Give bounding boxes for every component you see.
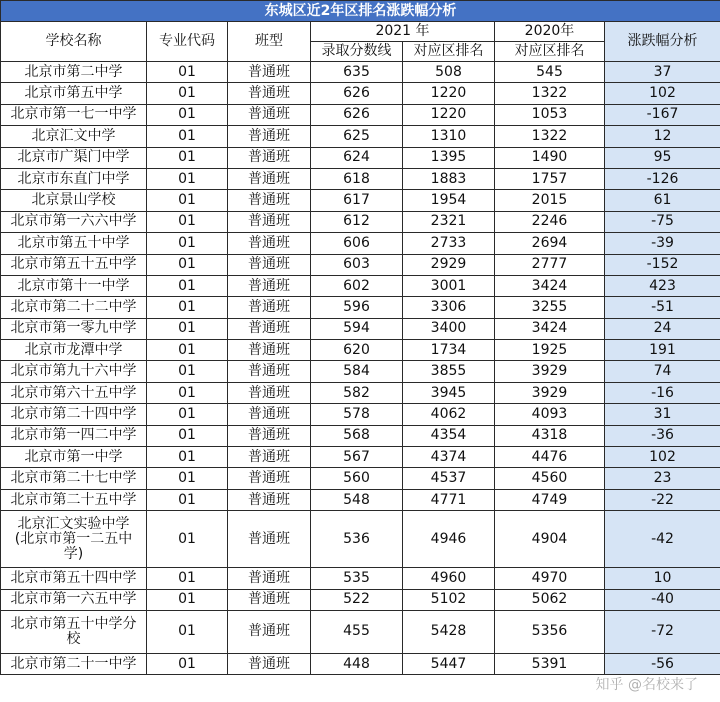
rank-2020: 1322: [495, 83, 605, 104]
class-type: 普通班: [228, 147, 311, 168]
school-name: 北京市第一四二中学: [1, 425, 147, 446]
major-code: 01: [147, 361, 228, 382]
school-name: 北京市第二十五中学: [1, 489, 147, 510]
change-value: -42: [605, 511, 720, 568]
school-name: 北京市第一零九中学: [1, 318, 147, 339]
score-2021: 626: [311, 104, 403, 125]
class-type: 普通班: [228, 425, 311, 446]
major-code: 01: [147, 468, 228, 489]
score-2021: 455: [311, 610, 403, 653]
rank-2020: 2777: [495, 254, 605, 275]
score-2021: 625: [311, 126, 403, 147]
change-value: 23: [605, 468, 720, 489]
change-value: -36: [605, 425, 720, 446]
school-name: 北京市第六十五中学: [1, 382, 147, 403]
rank-2021: 5447: [403, 653, 495, 674]
change-value: 191: [605, 340, 720, 361]
table-row: [1, 126, 720, 147]
school-name: 北京市第五十中学: [1, 233, 147, 254]
class-type: 普通班: [228, 361, 311, 382]
class-type: 普通班: [228, 489, 311, 510]
rank-2020: 2015: [495, 190, 605, 211]
class-type: 普通班: [228, 610, 311, 653]
change-value: 31: [605, 404, 720, 425]
class-type: 普通班: [228, 404, 311, 425]
table-row: [1, 233, 720, 254]
score-2021: 548: [311, 489, 403, 510]
rank-2020: 4318: [495, 425, 605, 446]
header-rank-2020: 对应区排名: [495, 42, 605, 62]
class-type: 普通班: [228, 382, 311, 403]
table-row: [1, 511, 720, 568]
table-row: [1, 147, 720, 168]
header-school: 学校名称: [1, 22, 147, 62]
class-type: 普通班: [228, 233, 311, 254]
class-type: 普通班: [228, 468, 311, 489]
table-row: [1, 404, 720, 425]
major-code: 01: [147, 126, 228, 147]
score-2021: 620: [311, 340, 403, 361]
header-class-type: 班型: [228, 22, 311, 62]
table-row: [1, 610, 720, 653]
score-2021: 560: [311, 468, 403, 489]
class-type: 普通班: [228, 104, 311, 125]
score-2021: 603: [311, 254, 403, 275]
table-row: [1, 382, 720, 403]
major-code: 01: [147, 489, 228, 510]
school-name: 北京汇文中学: [1, 126, 147, 147]
rank-2021: 5102: [403, 589, 495, 610]
rank-2020: 1490: [495, 147, 605, 168]
rank-2020: 5062: [495, 589, 605, 610]
rank-2020: 4093: [495, 404, 605, 425]
major-code: 01: [147, 318, 228, 339]
change-value: 95: [605, 147, 720, 168]
school-name: 北京市第一六六中学: [1, 211, 147, 232]
rank-2020: 1053: [495, 104, 605, 125]
rank-2020: 4560: [495, 468, 605, 489]
rank-2021: 1395: [403, 147, 495, 168]
school-name: 北京市第一七一中学: [1, 104, 147, 125]
change-value: -72: [605, 610, 720, 653]
major-code: 01: [147, 653, 228, 674]
change-value: 37: [605, 62, 720, 83]
header-code: 专业代码: [147, 22, 228, 62]
score-2021: 578: [311, 404, 403, 425]
major-code: 01: [147, 62, 228, 83]
rank-2021: 5428: [403, 610, 495, 653]
rank-2021: 4771: [403, 489, 495, 510]
class-type: 普通班: [228, 168, 311, 189]
rank-2021: 4946: [403, 511, 495, 568]
score-2021: 536: [311, 511, 403, 568]
class-type: 普通班: [228, 447, 311, 468]
rank-2021: 4062: [403, 404, 495, 425]
rank-2020: 3255: [495, 297, 605, 318]
score-2021: 602: [311, 275, 403, 296]
watermark: 知乎 @名校来了: [595, 677, 698, 693]
class-type: 普通班: [228, 126, 311, 147]
header-rank-2021: 对应区排名: [403, 42, 495, 62]
change-value: -39: [605, 233, 720, 254]
rank-2021: 1220: [403, 83, 495, 104]
rank-2021: 4537: [403, 468, 495, 489]
change-value: -56: [605, 653, 720, 674]
change-value: -51: [605, 297, 720, 318]
table-row: [1, 361, 720, 382]
rank-2021: 508: [403, 62, 495, 83]
score-2021: 568: [311, 425, 403, 446]
rank-2021: 1734: [403, 340, 495, 361]
score-2021: 522: [311, 589, 403, 610]
table-row: [1, 468, 720, 489]
header-change: 涨跌幅分析: [605, 22, 720, 62]
table-row: [1, 340, 720, 361]
rank-2020: 4749: [495, 489, 605, 510]
score-2021: 596: [311, 297, 403, 318]
table-row: [1, 489, 720, 510]
table-row: [1, 104, 720, 125]
school-name: 北京市第五十五中学: [1, 254, 147, 275]
rank-2021: 3001: [403, 275, 495, 296]
rank-2021: 4354: [403, 425, 495, 446]
header-score-2021: 录取分数线: [311, 42, 403, 62]
major-code: 01: [147, 382, 228, 403]
score-2021: 612: [311, 211, 403, 232]
school-name: 北京市第五十中学分 校: [1, 610, 147, 653]
rank-2020: 2694: [495, 233, 605, 254]
table-row: [1, 425, 720, 446]
table-row: [1, 190, 720, 211]
change-value: -75: [605, 211, 720, 232]
change-value: -126: [605, 168, 720, 189]
class-type: 普通班: [228, 653, 311, 674]
table-title: 东城区近2年区排名涨跌幅分析: [1, 1, 720, 22]
table-row: [1, 589, 720, 610]
major-code: 01: [147, 254, 228, 275]
change-value: 24: [605, 318, 720, 339]
rank-2021: 4374: [403, 447, 495, 468]
school-name: 北京市第二十二中学: [1, 297, 147, 318]
school-name: 北京市龙潭中学: [1, 340, 147, 361]
table-body: [1, 62, 720, 511]
school-name: 北京市广渠门中学: [1, 147, 147, 168]
major-code: 01: [147, 168, 228, 189]
table-row: [1, 447, 720, 468]
table-row: [1, 211, 720, 232]
school-name: 北京汇文实验中学 (北京市第一二五中 学): [1, 511, 147, 568]
change-value: -16: [605, 382, 720, 403]
rank-2021: 1883: [403, 168, 495, 189]
major-code: 01: [147, 297, 228, 318]
class-type: 普通班: [228, 62, 311, 83]
table-row: [1, 254, 720, 275]
rank-2020: 1757: [495, 168, 605, 189]
class-type: 普通班: [228, 318, 311, 339]
rank-2020: 2246: [495, 211, 605, 232]
rank-2020: 5391: [495, 653, 605, 674]
score-2021: 606: [311, 233, 403, 254]
header-2020: 2020年: [495, 22, 605, 42]
rank-2021: 1220: [403, 104, 495, 125]
rank-2020: 3424: [495, 318, 605, 339]
change-value: -40: [605, 589, 720, 610]
school-name: 北京市第一六五中学: [1, 589, 147, 610]
rank-2021: 3855: [403, 361, 495, 382]
header-2021: 2021 年: [311, 22, 495, 42]
rank-2021: 1310: [403, 126, 495, 147]
change-value: 10: [605, 568, 720, 589]
rank-2020: 5356: [495, 610, 605, 653]
class-type: 普通班: [228, 511, 311, 568]
school-name: 北京市第十一中学: [1, 275, 147, 296]
school-name: 北京市第九十六中学: [1, 361, 147, 382]
change-value: -167: [605, 104, 720, 125]
class-type: 普通班: [228, 589, 311, 610]
rank-2021: 3306: [403, 297, 495, 318]
school-name: 北京景山学校: [1, 190, 147, 211]
score-2021: 626: [311, 83, 403, 104]
rank-2020: 1322: [495, 126, 605, 147]
school-name: 北京市第二十七中学: [1, 468, 147, 489]
major-code: 01: [147, 190, 228, 211]
rank-2021: 3400: [403, 318, 495, 339]
score-2021: 618: [311, 168, 403, 189]
rank-2021: 2929: [403, 254, 495, 275]
major-code: 01: [147, 233, 228, 254]
major-code: 01: [147, 447, 228, 468]
major-code: 01: [147, 425, 228, 446]
table-row: [1, 168, 720, 189]
score-2021: 635: [311, 62, 403, 83]
table-row: [1, 275, 720, 296]
school-name: 北京市第五十四中学: [1, 568, 147, 589]
rank-2021: 3945: [403, 382, 495, 403]
rank-2021: 2321: [403, 211, 495, 232]
score-2021: 448: [311, 653, 403, 674]
table-row: [1, 653, 720, 674]
table-row: [1, 62, 720, 83]
table-row: [1, 297, 720, 318]
change-value: 102: [605, 447, 720, 468]
school-name: 北京市第一中学: [1, 447, 147, 468]
change-value: 74: [605, 361, 720, 382]
class-type: 普通班: [228, 340, 311, 361]
score-2021: 594: [311, 318, 403, 339]
change-value: -152: [605, 254, 720, 275]
rank-2020: 545: [495, 62, 605, 83]
rank-2021: 2733: [403, 233, 495, 254]
score-2021: 535: [311, 568, 403, 589]
rank-2020: 4476: [495, 447, 605, 468]
rank-2020: 1925: [495, 340, 605, 361]
score-2021: 617: [311, 190, 403, 211]
major-code: 01: [147, 104, 228, 125]
table-row: [1, 568, 720, 589]
change-value: 12: [605, 126, 720, 147]
major-code: 01: [147, 147, 228, 168]
rank-2021: 4960: [403, 568, 495, 589]
score-2021: 584: [311, 361, 403, 382]
school-name: 北京市第二十四中学: [1, 404, 147, 425]
major-code: 01: [147, 275, 228, 296]
change-value: 102: [605, 83, 720, 104]
rank-2020: 3929: [495, 361, 605, 382]
table-row: [1, 83, 720, 104]
major-code: 01: [147, 589, 228, 610]
change-value: -22: [605, 489, 720, 510]
school-name: 北京市东直门中学: [1, 168, 147, 189]
rank-2020: 3929: [495, 382, 605, 403]
table-body-after: [1, 568, 720, 611]
score-2021: 582: [311, 382, 403, 403]
major-code: 01: [147, 610, 228, 653]
school-name: 北京市第二十一中学: [1, 653, 147, 674]
rank-2020: 4970: [495, 568, 605, 589]
major-code: 01: [147, 211, 228, 232]
major-code: 01: [147, 340, 228, 361]
class-type: 普通班: [228, 297, 311, 318]
change-value: 61: [605, 190, 720, 211]
class-type: 普通班: [228, 83, 311, 104]
rank-2021: 1954: [403, 190, 495, 211]
school-name: 北京市第二中学: [1, 62, 147, 83]
table-row: [1, 318, 720, 339]
major-code: 01: [147, 568, 228, 589]
class-type: 普通班: [228, 275, 311, 296]
rank-2020: 4904: [495, 511, 605, 568]
score-2021: 567: [311, 447, 403, 468]
change-value: 423: [605, 275, 720, 296]
class-type: 普通班: [228, 254, 311, 275]
score-2021: 624: [311, 147, 403, 168]
class-type: 普通班: [228, 568, 311, 589]
school-name: 北京市第五中学: [1, 83, 147, 104]
major-code: 01: [147, 511, 228, 568]
class-type: 普通班: [228, 211, 311, 232]
major-code: 01: [147, 83, 228, 104]
class-type: 普通班: [228, 190, 311, 211]
rank-2020: 3424: [495, 275, 605, 296]
major-code: 01: [147, 404, 228, 425]
